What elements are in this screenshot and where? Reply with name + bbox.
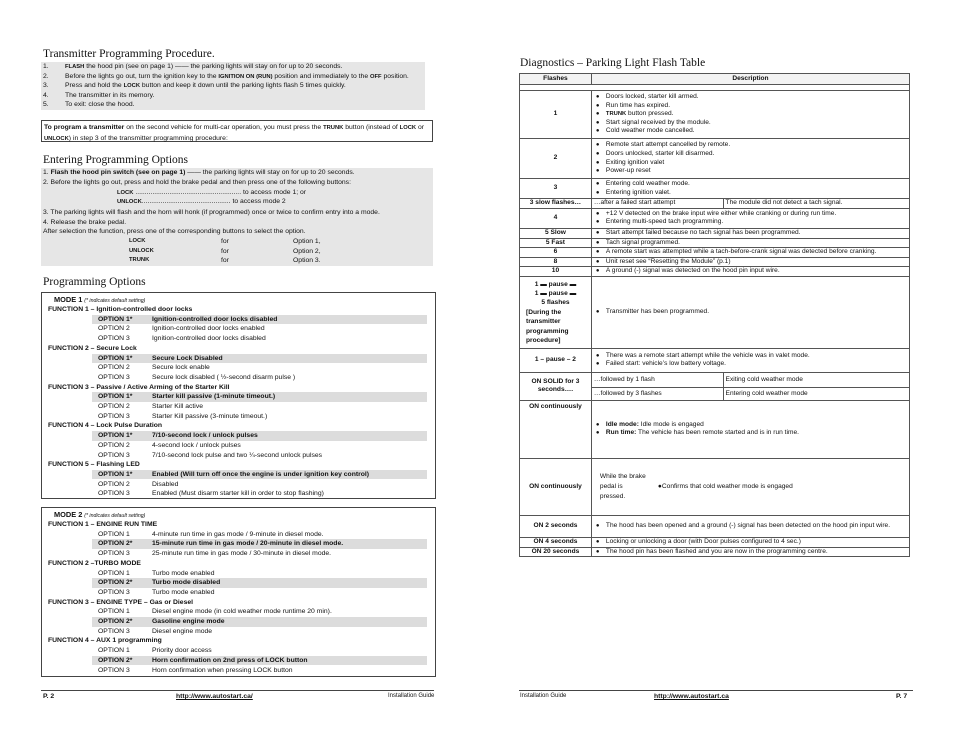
selection-button: TRUNK [129, 257, 150, 263]
entering-content [43, 168, 433, 266]
mode1-rows [42, 305, 435, 498]
table-row: 5 Fast ● Tach signal programmed. [520, 238, 910, 248]
text-run: LOCK [399, 125, 417, 131]
table-row: 5 Slow ● Start attempt failed because no tach signal has been programmed. [520, 228, 910, 238]
option-text: Priority door access [152, 647, 212, 655]
function-row: FUNCTION 3 – ENGINE TYPE – Gas or Diesel [48, 598, 194, 606]
option-label: OPTION 1* [98, 354, 133, 362]
table-row: 6 ● A remote start was attempted while a tach-before-crank signal was detected before cranking. [520, 248, 910, 258]
option-label: OPTION 2 [98, 325, 130, 333]
option-text: Secure lock disabled ( ½-second disarm pulse ) [152, 373, 296, 381]
option-text: Diesel engine mode (in cold weather mode runtime 20 min). [152, 608, 332, 616]
table-row: 3 ● Entering cold weather mode. ● Entering ignition valet. [520, 179, 910, 199]
function-row: FUNCTION 4 – Lock Pulse Duration [48, 422, 163, 430]
unlock-mode-line [117, 197, 286, 208]
text-run: or [416, 124, 425, 131]
option-label: OPTION 1 [98, 530, 130, 538]
option-text: Turbo mode disabled [152, 579, 221, 587]
unlock-dots: ............................................... to access mode 2 [141, 198, 286, 205]
table-row: 8 ● Unit reset see “Resetting the Module” (p.1) [520, 257, 910, 267]
default-option-highlight [92, 431, 427, 441]
unlock-label: UNLOCK [117, 199, 142, 205]
step-text [65, 100, 135, 110]
text-run: The transmitter in its memory. [65, 91, 155, 99]
mode2-box [41, 507, 436, 677]
option-label: OPTION 2 [98, 441, 130, 449]
text-run: the hood pin (see on page 1) [84, 63, 176, 70]
option-text: 4-second lock / unlock pulses [152, 441, 241, 449]
text-run: To exit: close the hood. [65, 101, 135, 108]
option-label: OPTION 1 [98, 608, 130, 616]
table-row: 3 slow flashes… …after a failed start attempt The module did not detect a tach signal. [520, 199, 910, 209]
option-label: OPTION 1* [98, 393, 133, 401]
option-text: Ignition-controlled door locks disabled [152, 335, 266, 343]
left-footer-guide: Installation Guide [388, 693, 435, 699]
option-text: Secure Lock Disabled [152, 354, 223, 362]
default-option-highlight [92, 354, 427, 364]
function-row: FUNCTION 2 – Secure Lock [48, 344, 137, 352]
function-row: FUNCTION 3 – Passive / Active Arming of the Starter Kill [48, 383, 230, 391]
entering-title: Entering Programming Options [43, 154, 189, 166]
selection-for: for [221, 247, 229, 255]
option-label: OPTION 3 [98, 373, 130, 381]
option-label: OPTION 3 [98, 627, 130, 635]
table-row: …followed by 3 flashes Entering cold weather mode [520, 388, 910, 401]
mode1-note: (* indicates default setting) [84, 298, 146, 304]
option-label: OPTION 2 [98, 403, 130, 410]
text-run: FLASH [65, 64, 85, 70]
function-row: FUNCTION 5 – Flashing LED [48, 461, 140, 469]
selection-option: Option 2, [293, 247, 321, 255]
default-option-highlight [92, 578, 427, 588]
option-label: OPTION 3 [98, 588, 130, 596]
option-text: Starter kill passive (1-minute timeout.) [152, 393, 276, 401]
step-number: 1. [43, 63, 49, 70]
transmitter-note [41, 120, 433, 142]
selection-button: UNLOCK [129, 247, 154, 254]
option-label: OPTION 3 [98, 550, 130, 558]
diagnostics-table [519, 73, 910, 557]
option-text: Starter Kill passive (3-minute timeout.) [152, 412, 268, 420]
table-row: ON continuously ● Idle mode: Idle mode is engaged ● Run time: The vehicle has been remote started and is in run time. [520, 400, 910, 458]
right-footer-guide: Installation Guide [520, 693, 567, 699]
mode2-label: MODE 2 [54, 510, 83, 519]
lock-label: LOCK [117, 190, 134, 196]
table-row: ON 4 seconds ● Locking or unlocking a door (with Door pulses configured to 4 sec.) [520, 537, 910, 547]
option-label: OPTION 2* [98, 656, 133, 664]
text-run: OFF [370, 73, 382, 80]
table-header-row [520, 74, 910, 85]
option-text: Turbo mode enabled [152, 588, 215, 596]
text-run: Press and hold the [65, 82, 124, 89]
option-label: OPTION 3 [98, 335, 130, 343]
table-row: 10 ● A ground (-) signal was detected on the hood pin input wire. [520, 267, 910, 277]
text-run: LOCK [123, 83, 141, 89]
transmitter-note-line2 [44, 134, 430, 145]
function-row: FUNCTION 1 – Ignition-controlled door locks [48, 306, 193, 313]
option-label: OPTION 3 [98, 490, 130, 498]
option-text: 7/10-second lock pulse and two ¼-second unlock pulses [152, 451, 323, 459]
col-flashes-header: Flashes [520, 74, 592, 85]
text-run: position and immediately to the [272, 72, 370, 80]
option-text: 7/10-second lock / unlock pulses [152, 432, 258, 440]
mode1-label: MODE 1 [54, 295, 83, 304]
selection-option: Option 3. [293, 257, 321, 264]
left-footer-page: P. 2 [43, 693, 55, 700]
option-text: Turbo mode enabled [152, 569, 215, 577]
right-footer-url[interactable]: http://www.autostart.ca [654, 693, 729, 700]
table-row: ON continuously While the brake pedal is pressed. ●Confirms that cold weather mode is engaged [520, 458, 910, 515]
selection-list [43, 237, 433, 266]
diagnostics-title: Diagnostics – Parking Light Flash Table [520, 57, 706, 69]
option-label: OPTION 2* [98, 618, 133, 625]
option-text: Horn confirmation when pressing LOCK button [152, 666, 293, 674]
transmitter-steps [43, 62, 427, 110]
selection-option: Option 1, [293, 238, 321, 245]
step-number: 4. [43, 91, 49, 99]
entering-step-1 [43, 168, 355, 178]
lock-dots: ........................................................ to access mode 1; or [133, 189, 307, 196]
table-row: 1 ▬ pause ▬ 1 ▬ pause ▬ 5 flashes [During the transmitter programming procedure] ● Transmitter has been programmed. [520, 276, 910, 348]
entering-after: After selection the function, press one of the corresponding buttons to select the option. [43, 228, 306, 235]
text-run: button and keep it down until the parking lights flash 5 times quickly. [140, 82, 346, 89]
entering-step-2: 2. Before the lights go out, press and hold the brake pedal and then press one of the following buttons: [43, 179, 351, 186]
text-run: position. [381, 72, 409, 80]
mode2-note: (* indicates default setting) [84, 513, 146, 519]
option-label: OPTION 2 [98, 364, 130, 372]
left-footer-rule [41, 690, 434, 691]
option-text: Starter Kill active [152, 403, 203, 410]
option-label: OPTION 1 [98, 647, 130, 655]
text-run: on the second vehicle for multi-car operation, you must press the [124, 124, 324, 131]
mode2-rows [42, 520, 435, 676]
left-footer-url[interactable]: http://www.autostart.ca/ [176, 693, 253, 700]
entering-step-4: 4. Release the brake pedal. [43, 219, 127, 226]
transmitter-note-line1 [44, 123, 430, 134]
option-text: 25-minute run time in gas mode / 30-minute in diesel mode. [152, 550, 332, 558]
option-text: 4-minute run time in gas mode / 9-minute in diesel mode. [152, 530, 324, 538]
text-run: ) in step 3 of the transmitter programming procedure: [68, 134, 228, 142]
table-row: ON 20 seconds ● The hood pin has been flashed and you are now in the programming centre. [520, 547, 910, 557]
option-text: Gasoline engine mode [152, 618, 225, 625]
step-number: 2. [43, 72, 49, 80]
table-row: 1 ● Doors locked, starter kill armed. ● Run time has expired. ● TRUNK button pressed. ● Start signal received by the module. ● Cold weather mode cancelled. [520, 91, 910, 139]
table-row: 2 ● Remote start attempt cancelled by remote. ● Doors unlocked, starter kill disarmed. ● Exiting ignition valet ● Power-up reset [520, 139, 910, 179]
option-text: Ignition-controlled door locks disabled [152, 315, 278, 323]
option-text: Ignition-controlled door locks enabled [152, 325, 265, 333]
mode1-box [41, 292, 436, 499]
table-row: ON SOLID for 3 seconds…. …followed by 1 flash Exiting cold weather mode [520, 372, 910, 387]
option-label: OPTION 1* [98, 315, 133, 323]
option-label: OPTION 2 [98, 480, 130, 488]
text-run: —— [187, 169, 201, 176]
transmitter-title: Transmitter Programming Procedure. [43, 48, 215, 60]
option-label: OPTION 1* [98, 432, 133, 440]
option-label: OPTION 3 [98, 451, 130, 459]
table-row: 4 ● +12 V detected on the brake input wire either while cranking or during run time. ● Entering multi-speed tach programming. [520, 208, 910, 228]
text-run: IGNITION ON (RUN) [218, 73, 273, 80]
function-row: FUNCTION 1 – ENGINE RUN TIME [48, 521, 158, 528]
step-text [65, 91, 154, 101]
text-run: UNLOCK [44, 135, 69, 142]
text-run: TRUNK [323, 125, 344, 131]
text-run: the parking lights will stay on for up to 20 seconds. [188, 63, 343, 70]
text-run: button (instead of [343, 124, 400, 131]
right-footer-rule [519, 690, 913, 691]
option-label: OPTION 2* [98, 579, 133, 587]
programming-title: Programming Options [43, 276, 146, 288]
option-text: Disabled [152, 480, 179, 488]
option-text: Secure lock enable [152, 364, 210, 372]
step-number: 5. [43, 101, 49, 108]
function-row: FUNCTION 4 – AUX 1 programming [48, 637, 162, 645]
right-footer-page: P. 7 [896, 693, 908, 700]
option-text: Enabled (Must disarm starter kill in order to stop flashing) [152, 490, 324, 498]
selection-for: for [221, 257, 229, 264]
option-label: OPTION 2* [98, 540, 133, 548]
text-run: Before the lights go out, turn the ignition key to the [65, 72, 219, 80]
text-run: the parking lights will stay on for up to 20 seconds. [200, 169, 355, 176]
option-text: Diesel engine mode [152, 627, 213, 635]
option-label: OPTION 1* [98, 470, 133, 478]
default-option-highlight [92, 617, 427, 627]
text-run: Flash the hood pin switch (see on page 1) [50, 169, 186, 176]
option-label: OPTION 1 [98, 569, 130, 577]
step-number: 3. [43, 82, 49, 89]
table-row: 1 – pause – 2 ● There was a remote start attempt while the vehicle was in valet mode. ● Failed start: vehicle’s low battery voltage. [520, 348, 910, 372]
option-label: OPTION 3 [98, 412, 130, 420]
text-run: To program a transmitter [44, 124, 125, 131]
option-text: Horn confirmation on 2nd press of LOCK button [152, 656, 308, 664]
col-description-header: Description [591, 74, 909, 85]
option-label: OPTION 3 [98, 666, 130, 674]
option-text: Enabled (Will turn off once the engine is under ignition key control) [152, 470, 370, 478]
entering-step-3: 3. The parking lights will flash and the horn will honk (if programmed) once or twice to confirm entry into a mode. [43, 209, 380, 216]
selection-button: LOCK [129, 238, 146, 244]
text-run: 1. [43, 169, 51, 176]
table-row: ON 2 seconds ● The hood has been opened and a ground (-) signal has been detected on the hood pin input wire. [520, 515, 910, 537]
text-run: —— [175, 63, 189, 70]
function-row: FUNCTION 2 –TURBO MODE [48, 559, 141, 567]
option-text: 15-minute run time in gas mode / 20-minute in diesel mode. [152, 540, 344, 548]
selection-for: for [221, 238, 229, 245]
